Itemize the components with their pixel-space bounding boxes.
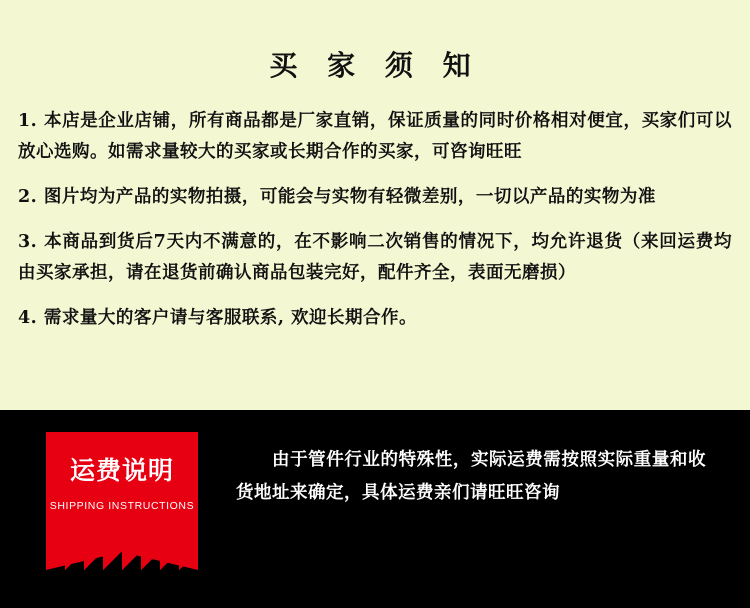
notice-list (18, 106, 732, 334)
shipping-badge (46, 432, 198, 552)
list-item: 1. 本店是企业店铺，所有商品都是厂家直销，保证质量的同时价格相对便宜，买家们可以放心选购。如需求量较大的买家或长期合作的买家，可咨询旺旺 (18, 111, 732, 162)
shipping-badge-subtitle: SHIPPING INSTRUCTIONS (49, 500, 195, 512)
ribbon-zigzag-decoration (46, 551, 198, 571)
shipping-description-text: 由于管件行业的特殊性，实际运费需按照实际重量和收货地址来确定，具体运费亲们请旺旺咨询 (236, 450, 706, 503)
list-item: 2. 图片均为产品的实物拍摄，可能会与实物有轻微差别，一切以产品的实物为准 (18, 187, 656, 207)
list-item: 4. 需求量大的客户请与客服联系, 欢迎长期合作。 (18, 308, 418, 328)
page-title: 买 家 须 知 (269, 49, 481, 82)
list-item: 3. 本商品到货后7天内不满意的，在不影响二次销售的情况下，均允许退货（来回运费均由买家承担，请在退货前确认商品包装完好，配件齐全，表面无磨损） (18, 232, 732, 283)
shipping-badge-title: 运费说明 (69, 456, 174, 485)
shipping-instructions-section (0, 410, 750, 608)
